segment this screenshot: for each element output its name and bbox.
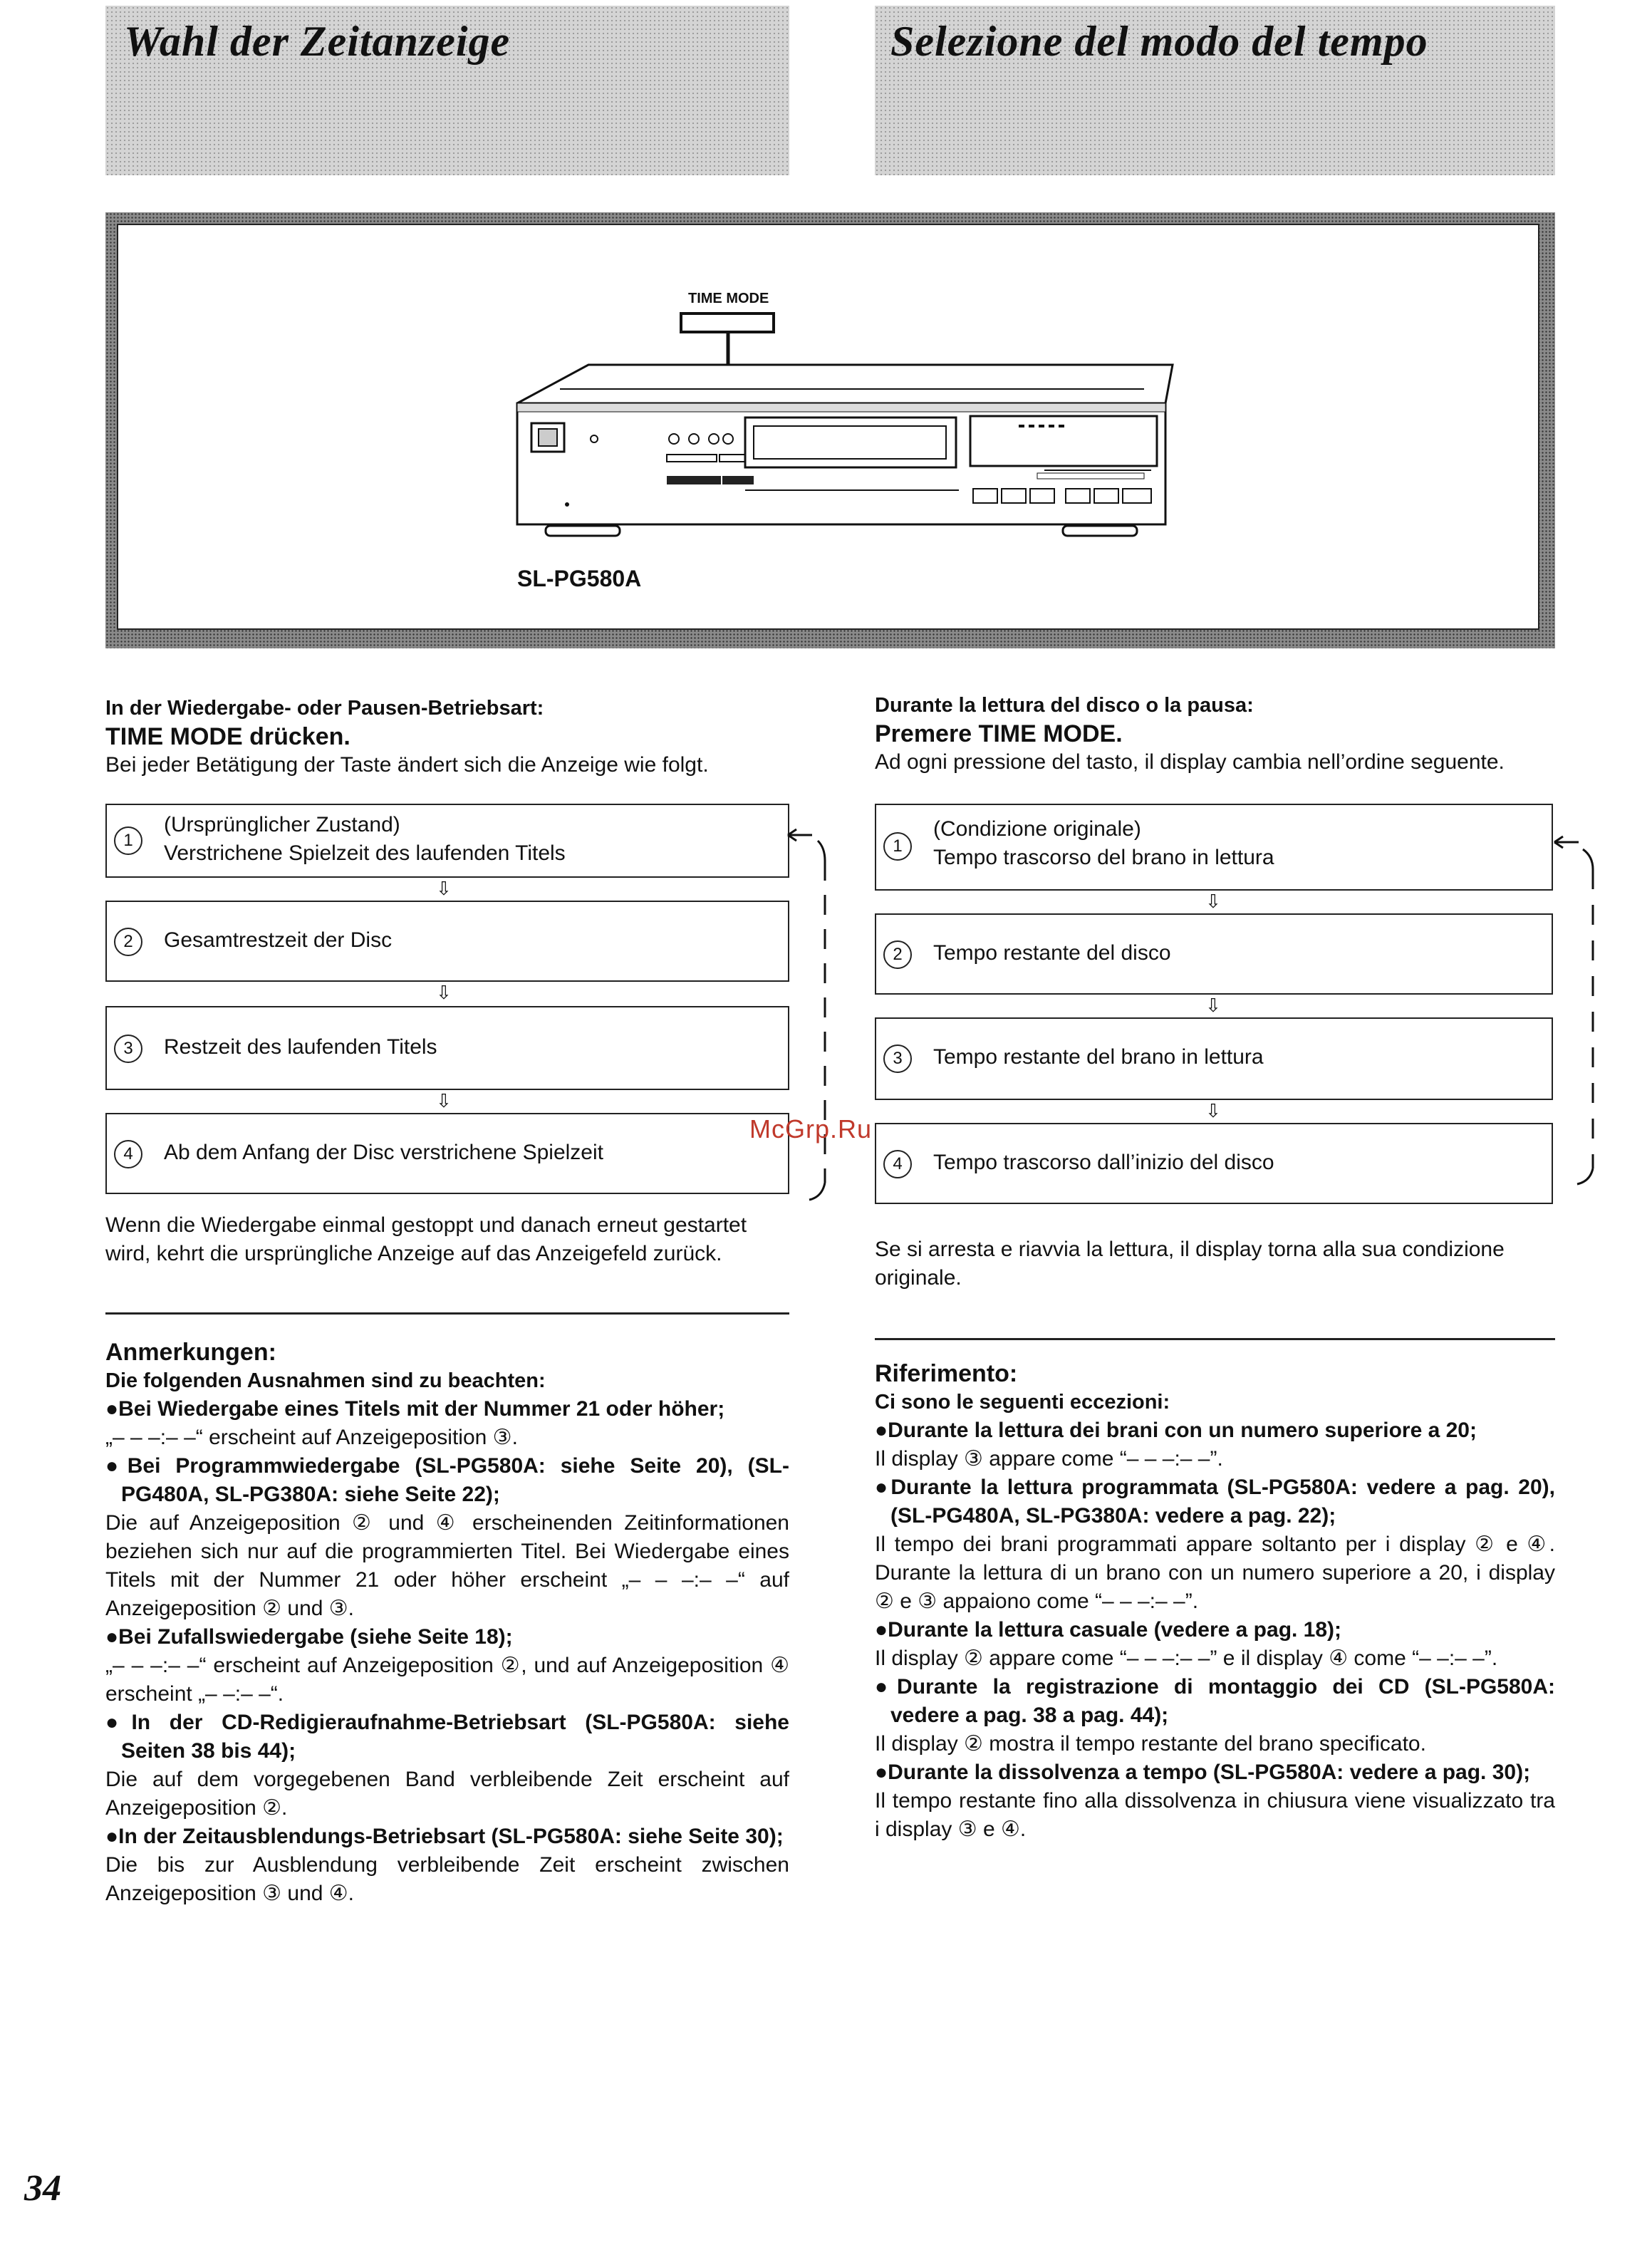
italian-return-arrow-icon [1550,834,1607,1233]
down-arrow-icon: ⇩ [1205,995,1221,1016]
german-flow-step-3 [105,1006,789,1090]
german-note-heading: ●In der Zeitausblendungs-Betriebsart (SL-PG580A: siehe Seite 30); [105,1825,784,1848]
german-note-text: „– – –:– –“ erscheint auf Anzeigeposition ③. [105,1426,518,1449]
device-figure-frame [105,212,1555,648]
title-box-german [105,6,789,175]
german-return-arrow-icon [784,826,841,1225]
page-title-italian: Selezione del modo del tempo [890,18,1428,65]
italian-flow-step-4 [875,1123,1553,1204]
italian-note-text: Il display ③ appare come “– – –:– –”. [875,1447,1223,1471]
german-notes [105,1338,789,1908]
page-number: 34 [24,2168,61,2209]
german-intro-description: Bei jeder Betätigung der Taste ändert sich die Anzeige wie folgt. [105,753,709,777]
step-label: Tempo restante del disco [933,941,1171,965]
italian-note-text: Il tempo restante fino alla dissolvenza in chiusura viene visualizzato tra i display ③ e ④. [875,1789,1555,1841]
step-label: Gesamtrestzeit der Disc [164,928,393,952]
german-note-text: „– – –:– –“ erscheint auf Anzeigeposition ②, und auf Anzeigeposition ④ erscheint „– –:– –“. [105,1654,789,1706]
german-flow-step-4 [105,1113,789,1194]
italian-note-heading: ●Durante la lettura casuale (vedere a pag. 18); [875,1618,1342,1642]
page-title-german: Wahl der Zeitanzeige [124,18,511,65]
german-note-text: Die bis zur Ausblendung verbleibende Zeit erscheint zwischen Anzeigeposition ③ und ④. [105,1853,789,1905]
model-label: SL-PG580A [517,566,642,591]
step-label: Tempo trascorso dall’inizio del disco [933,1151,1274,1174]
italian-note-heading: ●Durante la registrazione di montaggio dei CD (SL-PG580A: vedere a pag. 38 a pag. 44); [875,1675,1555,1727]
title-box-italian [875,6,1555,175]
german-intro-condition: In der Wiedergabe- oder Pausen-Betriebsart: [105,697,544,720]
step-number-badge: 3 [883,1044,912,1073]
german-notes-title: Anmerkungen: [105,1339,276,1366]
german-note-heading: ●Bei Wiedergabe eines Titels mit der Nummer 21 oder höher; [105,1397,725,1421]
italian-flow-step-3 [875,1017,1553,1100]
italian-restart-note: Se si arresta e riavvia la lettura, il display torna alla sua condizione originale. [875,1238,1505,1290]
italian-intro-description: Ad ogni pressione del tasto, il display cambia nell’ordine seguente. [875,750,1505,774]
german-flow-step-1 [105,804,789,878]
step-label: Tempo restante del brano in lettura [933,1045,1264,1069]
italian-intro [875,691,1555,777]
german-note-heading: ●In der CD-Redigieraufnahme-Betriebsart (SL-PG580A: siehe Seiten 38 bis 44); [105,1711,789,1763]
step-label: Restzeit des laufenden Titels [164,1035,437,1059]
step-label: Ab dem Anfang der Disc verstrichene Spielzeit [164,1141,603,1164]
italian-note-text: Il display ② mostra il tempo restante del brano specificato. [875,1732,1426,1756]
italian-note-text: Il display ② appare come “– – –:– –” e il display ④ come “– –:– –”. [875,1647,1498,1670]
german-notes-subtitle: Die folgenden Ausnahmen sind zu beachten: [105,1369,546,1392]
italian-intro-instruction: Premere TIME MODE. [875,720,1123,747]
device-figure [117,224,1539,630]
step-label: (Condizione originale) [933,817,1141,841]
german-note-heading: ●Bei Zufallswiedergabe (siehe Seite 18); [105,1625,513,1649]
cd-player-illustration [118,225,1538,628]
step-number-badge: 4 [883,1150,912,1178]
german-note-heading: ●Bei Programmwiedergabe (SL-PG580A: siehe Seite 20), (SL-PG480A, SL-PG380A: siehe Seite 22); [105,1454,789,1506]
step-label: (Ursprünglicher Zustand) [164,813,400,836]
italian-note-heading: ●Durante la lettura programmata (SL-PG580A: vedere a pag. 20), (SL-PG480A, SL-PG380A: vedere a pag. 22); [875,1476,1555,1528]
down-arrow-icon: ⇩ [1205,1100,1221,1121]
step-label: Verstrichene Spielzeit des laufenden Titels [164,841,566,865]
italian-intro-condition: Durante la lettura del disco o la pausa: [875,694,1254,717]
down-arrow-icon: ⇩ [436,1090,452,1111]
step-number-badge: 2 [114,928,142,956]
step-number-badge: 2 [883,940,912,969]
german-restart-note: Wenn die Wiedergabe einmal gestoppt und danach erneut gestartet wird, kehrt die ursprüngliche Anzeige auf das Anzeigefeld zurück. [105,1213,747,1265]
time-mode-button-label: TIME MODE [688,291,769,306]
step-number-badge: 4 [114,1140,142,1168]
italian-flow-step-1 [875,804,1553,891]
down-arrow-icon: ⇩ [1205,891,1221,912]
step-number-badge: 1 [114,826,142,855]
italian-notes-title: Riferimento: [875,1360,1018,1387]
italian-notes [875,1359,1555,1844]
german-note-text: Die auf dem vorgegebenen Band verbleibende Zeit erscheint auf Anzeigeposition ②. [105,1768,789,1820]
italian-note-heading: ●Durante la lettura dei brani con un numero superiore a 20; [875,1419,1477,1442]
italian-flow-step-2 [875,913,1553,995]
german-intro [105,694,789,779]
italian-note-text: Il tempo dei brani programmati appare soltanto per i display ② e ④. Durante la lettura di un brano con un numero superiore a 20, i display ② e ③ appaiono come “– – –:– –”. [875,1533,1555,1613]
step-number-badge: 3 [114,1035,142,1063]
italian-section-divider [875,1338,1555,1340]
watermark: McGrp.Ru [749,1114,873,1144]
italian-after-flow [875,1235,1555,1292]
german-flow-step-2 [105,901,789,982]
down-arrow-icon: ⇩ [436,982,452,1003]
step-number-badge: 1 [883,832,912,861]
italian-note-heading: ●Durante la dissolvenza a tempo (SL-PG580A: vedere a pag. 30); [875,1761,1531,1784]
german-section-divider [105,1312,789,1315]
down-arrow-icon: ⇩ [436,878,452,899]
step-label: Tempo trascorso del brano in lettura [933,846,1274,869]
german-note-text: Die auf Anzeigeposition ② und ④ erscheinenden Zeitinformationen beziehen sich nur auf die programmierten Titel. Bei Wiedergabe eines Titels mit der Nummer 21 oder höher erscheint „– – –:– –“ auf Anzeigeposition ② und ③. [105,1511,789,1620]
german-intro-instruction: TIME MODE drücken. [105,723,350,750]
italian-notes-subtitle: Ci sono le seguenti eccezioni: [875,1391,1170,1414]
german-after-flow [105,1211,789,1268]
